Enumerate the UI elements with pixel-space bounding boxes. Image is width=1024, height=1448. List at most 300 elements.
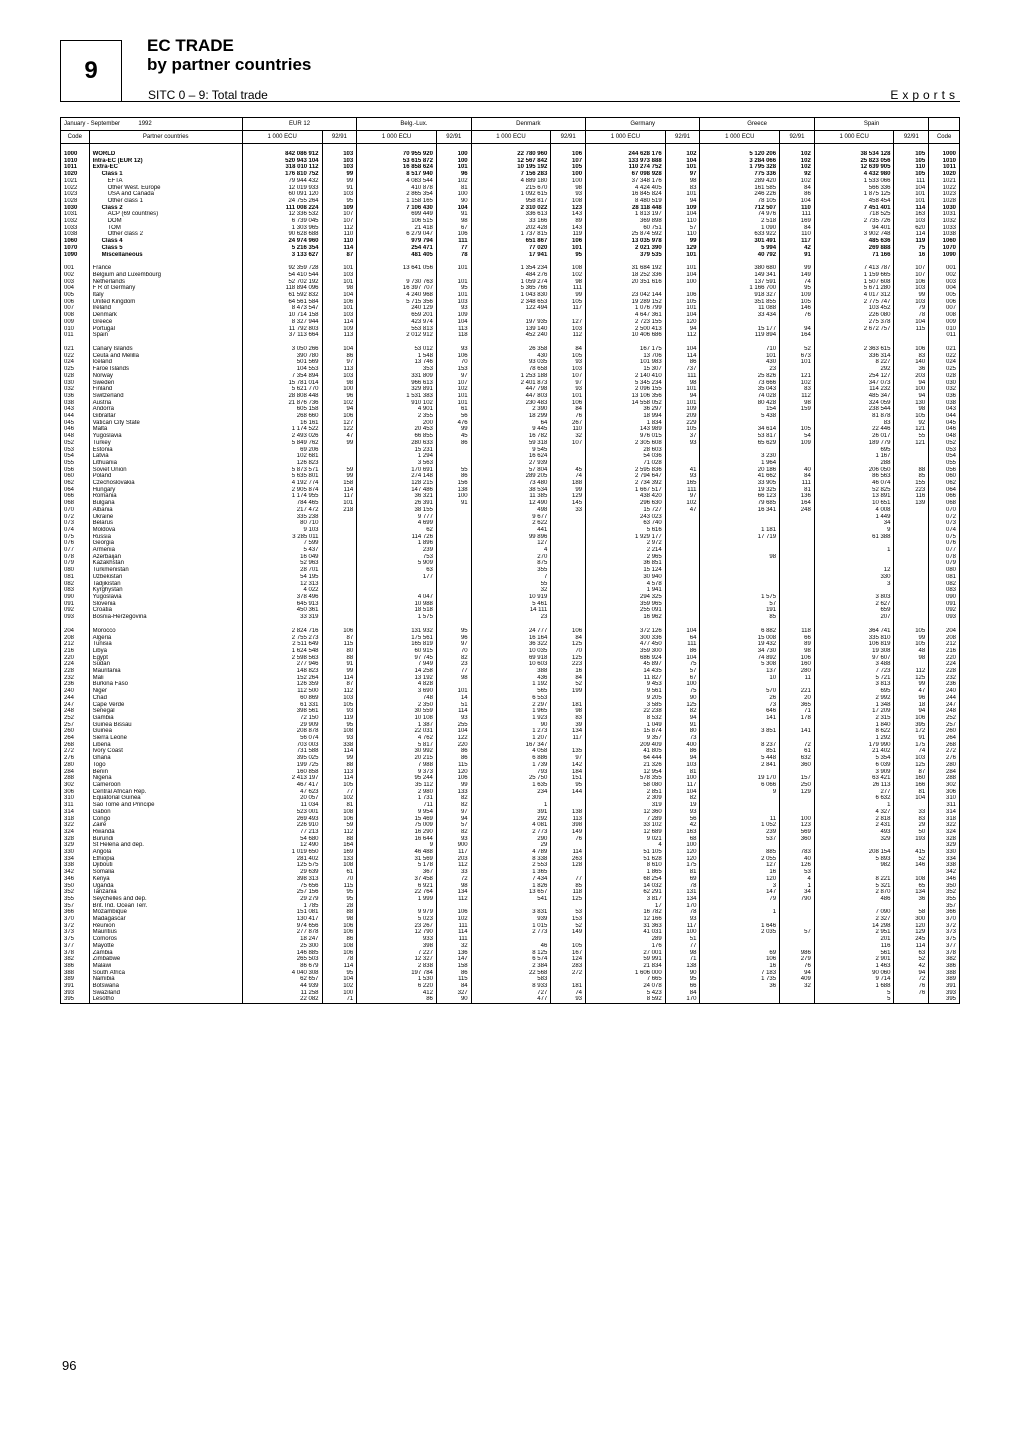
value-cell: 36 <box>700 983 780 990</box>
row-code: 257 <box>61 722 90 729</box>
value-cell: 6 574 <box>471 956 551 963</box>
index-cell: 105 <box>665 299 700 306</box>
value-cell: 1 923 <box>471 715 551 722</box>
index-cell: 91 <box>436 500 471 507</box>
table-row <box>61 795 960 802</box>
partner-name: Kyrghystan <box>89 587 242 594</box>
value-cell: 1 840 <box>814 722 894 729</box>
index-cell: 83 <box>894 353 929 360</box>
index-cell: 52 <box>551 923 586 930</box>
value-cell: 120 <box>700 876 780 883</box>
value-cell: 20 057 <box>242 795 322 802</box>
value-cell: 355 <box>471 567 551 574</box>
table-row <box>61 628 960 635</box>
row-code: 022 <box>61 353 90 360</box>
value-cell: 1 348 <box>814 702 894 709</box>
subtitle: SITC 0 – 9: Total trade <box>148 88 268 102</box>
index-cell: 100 <box>436 151 471 158</box>
value-cell: 33 434 <box>700 312 780 319</box>
row-code-right: 028 <box>929 373 960 380</box>
value-cell: 2 775 747 <box>814 299 894 306</box>
index-cell <box>894 527 929 534</box>
value-col-header: 1 000 ECU <box>471 131 551 144</box>
value-cell: 605 158 <box>242 406 322 413</box>
index-cell <box>780 903 815 910</box>
index-cell: 87 <box>322 635 357 642</box>
index-cell: 110 <box>780 231 815 238</box>
index-cell <box>322 587 357 594</box>
index-cell: 105 <box>665 426 700 433</box>
row-code: 090 <box>61 594 90 601</box>
row-code: 272 <box>61 748 90 755</box>
value-cell: 167 175 <box>586 346 666 353</box>
partner-name: Mauritius <box>89 929 242 936</box>
index-cell: 78 <box>436 252 471 259</box>
spacer-cell <box>436 621 471 628</box>
index-cell: 104 <box>436 205 471 212</box>
partner-name: Ethiopia <box>89 856 242 863</box>
spacer-cell <box>929 621 960 628</box>
table-row <box>61 312 960 319</box>
index-cell: 141 <box>780 728 815 735</box>
index-cell: 95 <box>436 285 471 292</box>
index-cell: 106 <box>894 346 929 353</box>
value-cell: 69 918 <box>471 655 551 662</box>
value-cell: 319 <box>586 802 666 809</box>
value-cell: 61 592 832 <box>242 292 322 299</box>
index-cell: 114 <box>436 929 471 936</box>
value-cell: 6 220 <box>357 983 437 990</box>
value-cell: 659 201 <box>357 312 437 319</box>
value-cell: 1 159 665 <box>814 272 894 279</box>
table-row <box>61 272 960 279</box>
index-cell: 105 <box>322 702 357 709</box>
partner-name: Turkmenistan <box>89 567 242 574</box>
value-cell: 230 483 <box>471 400 551 407</box>
index-cell: 99 <box>322 668 357 675</box>
index-cell: 93 <box>665 473 700 480</box>
row-code: 1038 <box>61 231 90 238</box>
index-cell: 53 <box>780 869 815 876</box>
index-cell: 181 <box>551 983 586 990</box>
index-cell: 124 <box>551 956 586 963</box>
index-cell <box>894 567 929 574</box>
index-cell: 63 <box>894 950 929 957</box>
value-cell: 137 591 <box>700 279 780 286</box>
index-cell: 65 <box>894 883 929 890</box>
spacer-cell <box>242 621 322 628</box>
value-cell <box>814 554 894 561</box>
value-cell: 9 777 <box>357 514 437 521</box>
value-cell: 3 803 <box>814 594 894 601</box>
value-cell: 1 174 522 <box>242 426 322 433</box>
spacer-cell <box>700 258 780 265</box>
index-cell: 106 <box>322 413 357 420</box>
value-cell: 143 989 <box>586 426 666 433</box>
value-cell: 2 055 <box>700 856 780 863</box>
index-cell: 105 <box>551 943 586 950</box>
value-cell: 57 804 <box>471 467 551 474</box>
index-cell: 99 <box>322 755 357 762</box>
value-cell: 24 974 960 <box>242 238 322 245</box>
index-cell <box>665 534 700 541</box>
value-cell: 54 410 544 <box>242 272 322 279</box>
index-cell: 78 <box>322 956 357 963</box>
value-cell: 727 <box>471 990 551 997</box>
value-cell: 59 318 <box>471 440 551 447</box>
row-code-right: 075 <box>929 534 960 541</box>
index-cell <box>780 453 815 460</box>
value-cell: 66 855 <box>357 433 437 440</box>
row-code-right: 077 <box>929 547 960 554</box>
value-cell: 2 965 <box>586 554 666 561</box>
value-cell: 633 922 <box>700 231 780 238</box>
partner-name: Portugal <box>89 326 242 333</box>
index-cell <box>322 540 357 547</box>
row-code-right: 1011 <box>929 164 960 171</box>
partner-name: Tunisia <box>89 641 242 648</box>
value-cell: 5 120 206 <box>700 151 780 158</box>
partner-name: Sierra Leone <box>89 735 242 742</box>
index-cell: 95 <box>322 970 357 977</box>
index-cell: 149 <box>780 272 815 279</box>
value-cell: 3 902 748 <box>814 231 894 238</box>
partner-name: Djibouti <box>89 862 242 869</box>
table-row <box>61 963 960 970</box>
value-cell: 15 231 <box>357 447 437 454</box>
index-cell: 143 <box>551 211 586 218</box>
index-cell: 112 <box>551 332 586 339</box>
index-cell <box>780 795 815 802</box>
row-code: 311 <box>61 802 90 809</box>
value-cell: 4 081 <box>471 822 551 829</box>
index-cell: 14 <box>436 695 471 702</box>
index-cell: 76 <box>894 990 929 997</box>
index-cell <box>780 735 815 742</box>
index-cell: 87 <box>322 681 357 688</box>
row-code-right: 011 <box>929 332 960 339</box>
table-row <box>61 896 960 903</box>
index-cell: 98 <box>665 950 700 957</box>
value-cell: 7 413 787 <box>814 265 894 272</box>
index-cell <box>551 795 586 802</box>
value-cell: 21 834 <box>586 963 666 970</box>
index-cell: 39 <box>551 722 586 729</box>
index-cell: 86 <box>322 353 357 360</box>
spacer-cell <box>89 339 242 346</box>
row-code-right: 003 <box>929 279 960 286</box>
row-code: 1010 <box>61 158 90 165</box>
index-cell: 82 <box>665 708 700 715</box>
spacer-cell <box>780 339 815 346</box>
table-row <box>61 661 960 668</box>
value-cell: 46 488 <box>357 849 437 856</box>
index-cell: 101 <box>665 191 700 198</box>
index-cell: 81 <box>322 802 357 809</box>
value-cell: 5 023 <box>357 916 437 923</box>
index-cell: 131 <box>665 889 700 896</box>
index-cell: 106 <box>322 816 357 823</box>
value-cell: 7 <box>471 574 551 581</box>
index-cell: 101 <box>551 245 586 252</box>
value-cell: 13 641 056 <box>357 265 437 272</box>
index-cell: 193 <box>894 836 929 843</box>
table-row <box>61 292 960 299</box>
value-cell: 695 <box>814 447 894 454</box>
table-row <box>61 708 960 715</box>
value-cell: 92 359 728 <box>242 265 322 272</box>
index-cell <box>894 453 929 460</box>
index-cell: 167 <box>551 950 586 957</box>
value-cell: 3 563 <box>357 460 437 467</box>
value-cell: 63 <box>357 567 437 574</box>
partner-name: Rwanda <box>89 829 242 836</box>
row-code-right: 247 <box>929 702 960 709</box>
index-cell <box>665 574 700 581</box>
value-cell: 1 739 <box>471 762 551 769</box>
value-cell: 5 994 <box>700 245 780 252</box>
row-code-right: 055 <box>929 460 960 467</box>
value-cell: 270 <box>471 554 551 561</box>
partner-name: Malawi <box>89 963 242 970</box>
value-cell: 47 623 <box>242 789 322 796</box>
index-cell <box>780 587 815 594</box>
value-cell: 486 <box>814 896 894 903</box>
partner-name: Central African Rep. <box>89 789 242 796</box>
value-cell: 147 <box>700 889 780 896</box>
row-code-right: 240 <box>929 688 960 695</box>
value-cell: 398 561 <box>242 708 322 715</box>
index-cell: 673 <box>780 353 815 360</box>
value-cell <box>700 795 780 802</box>
value-cell: 217 472 <box>242 507 322 514</box>
index-cell: 75 <box>894 245 929 252</box>
value-cell: 17 209 <box>814 708 894 715</box>
value-cell: 2 773 <box>471 929 551 936</box>
value-cell: 85 <box>700 614 780 621</box>
table-row <box>61 480 960 487</box>
value-cell: 201 <box>814 936 894 943</box>
value-cell: 12 639 905 <box>814 164 894 171</box>
index-cell: 101 <box>665 400 700 407</box>
value-cell: 20 186 <box>700 467 780 474</box>
value-cell: 447 798 <box>471 386 551 393</box>
value-cell: 81 878 <box>814 413 894 420</box>
value-cell: 65 629 <box>700 440 780 447</box>
index-cell: 101 <box>780 359 815 366</box>
value-cell: 1 533 066 <box>814 178 894 185</box>
index-cell: 111 <box>436 923 471 930</box>
value-cell: 1 019 650 <box>242 849 322 856</box>
row-code: 391 <box>61 983 90 990</box>
value-cell: 141 <box>700 715 780 722</box>
table-row <box>61 279 960 286</box>
index-cell <box>665 540 700 547</box>
table-row <box>61 574 960 581</box>
row-code-right: 372 <box>929 923 960 930</box>
index-cell: 159 <box>780 406 815 413</box>
row-code-right: 022 <box>929 353 960 360</box>
index-cell: 409 <box>780 976 815 983</box>
index-cell: 98 <box>322 380 357 387</box>
value-cell: 2 905 874 <box>242 487 322 494</box>
index-cell: 76 <box>780 963 815 970</box>
value-cell <box>700 903 780 910</box>
table-row <box>61 695 960 702</box>
row-code: 1000 <box>61 151 90 158</box>
table-row <box>61 453 960 460</box>
index-cell <box>551 560 586 567</box>
row-code-right: 314 <box>929 809 960 816</box>
index-cell <box>894 507 929 514</box>
row-code-right: 244 <box>929 695 960 702</box>
index-col-header: 92/91 <box>322 131 357 144</box>
index-cell: 41 <box>665 467 700 474</box>
value-cell: 275 378 <box>814 319 894 326</box>
value-cell: 2 493 026 <box>242 433 322 440</box>
row-code: 079 <box>61 560 90 567</box>
row-code: 328 <box>61 836 90 843</box>
value-cell: 2 096 155 <box>586 386 666 393</box>
index-cell: 74 <box>551 990 586 997</box>
value-cell: 335 810 <box>814 635 894 642</box>
index-cell: 72 <box>436 876 471 883</box>
index-cell: 160 <box>894 775 929 782</box>
value-cell: 10 035 <box>471 648 551 655</box>
value-cell: 86 <box>357 996 437 1003</box>
index-cell: 95 <box>780 285 815 292</box>
value-cell: 197 784 <box>357 970 437 977</box>
index-cell <box>551 574 586 581</box>
index-cell: 34 <box>780 889 815 896</box>
index-cell: 117 <box>322 493 357 500</box>
reporter-header: Greece <box>700 118 814 131</box>
value-cell: 7 354 894 <box>242 373 322 380</box>
table-row <box>61 231 960 238</box>
table-row <box>61 748 960 755</box>
index-cell: 101 <box>322 305 357 312</box>
partner-name: Class 2 <box>89 205 242 212</box>
index-cell <box>894 842 929 849</box>
row-code-right: 276 <box>929 755 960 762</box>
index-cell: 28 <box>322 903 357 910</box>
index-cell: 99 <box>894 635 929 642</box>
index-cell: 138 <box>551 809 586 816</box>
partner-name: Cameroon <box>89 782 242 789</box>
index-cell <box>436 903 471 910</box>
table-row <box>61 447 960 454</box>
row-code: 386 <box>61 963 90 970</box>
value-cell: 59 991 <box>586 956 666 963</box>
value-cell: 27 001 <box>586 950 666 957</box>
value-cell: 4 047 <box>357 594 437 601</box>
value-cell: 13 657 <box>471 889 551 896</box>
index-cell: 59 <box>322 822 357 829</box>
spacer-cell <box>780 144 815 152</box>
index-cell <box>436 453 471 460</box>
row-code-right: 272 <box>929 748 960 755</box>
index-cell: 114 <box>322 748 357 755</box>
value-cell: 336 613 <box>471 211 551 218</box>
index-cell: 98 <box>551 185 586 192</box>
table-row <box>61 285 960 292</box>
index-cell: 80 <box>665 728 700 735</box>
index-cell: 101 <box>436 292 471 299</box>
index-cell: 67 <box>665 675 700 682</box>
table-row <box>61 305 960 312</box>
index-cell: 92 <box>894 420 929 427</box>
partner-name: Armenia <box>89 547 242 554</box>
index-cell <box>780 802 815 809</box>
table-row <box>61 238 960 245</box>
row-code: 072 <box>61 514 90 521</box>
value-cell <box>700 547 780 554</box>
index-cell: 74 <box>551 473 586 480</box>
table-row <box>61 366 960 373</box>
value-cell: 78 105 <box>700 198 780 205</box>
index-cell: 632 <box>780 755 815 762</box>
index-cell: 93 <box>436 346 471 353</box>
value-cell: 1 929 177 <box>586 534 666 541</box>
index-cell: 86 <box>436 473 471 480</box>
table-row <box>61 380 960 387</box>
index-cell: 134 <box>894 889 929 896</box>
spacer-cell <box>894 621 929 628</box>
value-cell: 4 040 308 <box>242 970 322 977</box>
index-cell <box>894 554 929 561</box>
row-code-right: 389 <box>929 976 960 983</box>
value-cell: 53 817 <box>700 433 780 440</box>
value-cell: 2 838 <box>357 963 437 970</box>
index-cell <box>780 722 815 729</box>
value-cell: 209 409 <box>586 742 666 749</box>
index-cell: 42 <box>894 963 929 970</box>
value-cell: 5 178 <box>357 862 437 869</box>
partner-name: South Africa <box>89 970 242 977</box>
value-cell: 20 453 <box>357 426 437 433</box>
index-cell <box>780 514 815 521</box>
index-cell: 100 <box>894 386 929 393</box>
value-cell: 54 036 <box>586 453 666 460</box>
spacer-cell <box>242 258 322 265</box>
value-cell: 4 424 405 <box>586 185 666 192</box>
index-cell: 125 <box>894 762 929 769</box>
row-code-right: 322 <box>929 822 960 829</box>
table-row <box>61 433 960 440</box>
index-cell: 106 <box>322 628 357 635</box>
partner-name: Extra-EC <box>89 164 242 171</box>
value-cell: 430 <box>700 359 780 366</box>
value-cell: 22 780 960 <box>471 151 551 158</box>
value-cell: 80 428 <box>700 400 780 407</box>
value-cell: 9 357 <box>586 735 666 742</box>
value-cell: 353 <box>357 366 437 373</box>
value-cell: 659 <box>814 607 894 614</box>
value-cell: 4 789 <box>471 849 551 856</box>
index-cell: 100 <box>322 386 357 393</box>
index-cell: 84 <box>551 346 586 353</box>
index-cell: 114 <box>665 353 700 360</box>
index-cell <box>894 547 929 554</box>
index-cell: 95 <box>551 252 586 259</box>
value-cell <box>471 795 551 802</box>
row-code: 045 <box>61 420 90 427</box>
value-cell: 2 818 <box>814 816 894 823</box>
index-cell: 82 <box>665 795 700 802</box>
value-cell: 477 450 <box>586 641 666 648</box>
row-code: 052 <box>61 440 90 447</box>
value-cell: 885 <box>700 849 780 856</box>
